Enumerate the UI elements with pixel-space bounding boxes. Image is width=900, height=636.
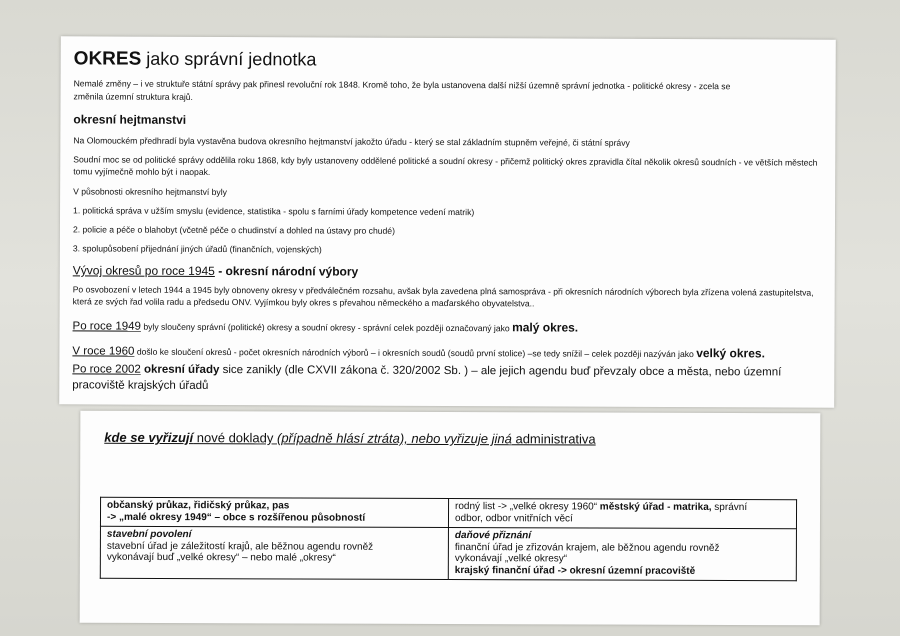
cell-4-line-4: krajský finanční úřad -> okresní územní pracoviště [454,564,696,577]
hejtmanstvi-heading: okresní hejtmanstvi [73,112,187,127]
bottom-heading [104,430,595,447]
cell-3-line-2: stavební úřad je záležitostí krajů, ale běžnou agendu rovněž [106,540,374,553]
cell-4-line-3: vykonávají „velké okresy“ [454,553,568,565]
cell-1-line-1: občanský průkaz, řidičský průkaz, pas [107,499,290,512]
rok-2002-text: sice zanikly (dle CXVII zákona č. 320/2002 Sb. ) – ale jejich agendu buď převzaly obce a města, nebo územní [219,364,782,379]
heading-part-d: administrativa [511,431,596,447]
rok-1949-bold: malý okres. [512,320,579,335]
list-item-3: 3. spolupůsobení přijednání jiných úřadů (finančních, vojenských) [72,243,322,255]
rok-1960-line [72,341,765,362]
cell-2-line-1-a: rodný list -> „velké okresy 1960“ [455,501,600,513]
rok-1949-line [73,316,579,336]
cell-2-line-1 [455,501,790,514]
rok-2002-bold: okresní úřady [140,363,220,377]
vyvoj-heading-underlined: Vývoj okresů po roce 1945 [72,263,215,278]
list-item-2: 2. policie a péče o blahobyt (včetně péče o chudinství a dohled na ústavy pro chudé) [72,224,395,236]
cell-2-line-1-c: správní [711,501,748,514]
cell-2-line-1-b: městský úřad - matrika, [599,501,712,513]
rok-2002-line [72,363,781,378]
cell-1-line-2: -> „malé okresy 1949“ – obce s rozšířenou působností [106,511,366,524]
cell-3-line-3: vykonávají buď „velké okresy“ – nebo malé „okresy“ [106,551,336,564]
bottom-document-sheet [80,411,821,626]
documents-table [100,497,797,581]
cell-2-line-2: odbor, odbor vnitřních věcí [454,512,573,524]
document-title [74,48,317,71]
table-cell-stavebni [100,526,448,579]
soudni-line-1: Soudní moc se od politické správy oddělila roku 1868, kdy byly ustanoveny oddělené politické a soudní okresy - přičemž politický okres zpravidla čítal několik okresů soudních - ve větších městech [73,154,818,168]
hejtmanstvi-line: Na Olomouckém předhradí byla vystavěna budova okresního hejtmanství jakožto úřadu - který se stal základním stupněm veřejné, či státní správy [73,135,630,148]
osvobozeni-line-2: která ze svých řad volila radu a předsedu ONV. Vyjímkou byly okres s převahou německého a maďarského obyvatelstva.. [72,296,535,309]
heading-part-c: (případně hlásí ztráta), nebo vyřizuje jiná [276,430,512,447]
title-rest: jako správní jednotka [141,48,317,70]
cell-4-line-1: daňové přiznání [454,530,532,542]
rok-1960-label: V roce 1960 [72,345,135,358]
table-cell-rodny-list [448,498,796,528]
heading-part-a: kde se vyřizují [104,429,194,446]
osvobozeni-line-1: Po osvobození v letech 1944 a 1945 byly obnoveny okresy v předválečném rozsahu, avšak byla zavedena plná samospráva - při okresních národních výborech byla zřízena volená zastupitelstva, [72,284,814,298]
rok-1949-label: Po roce 1949 [72,320,141,333]
title-bold: OKRES [73,48,142,70]
vyvoj-heading [73,263,359,278]
rok-2002-line-2: pracoviště krajských úřadů [72,379,209,392]
table-row [100,526,796,580]
list-item-1: 1. politická správa v užším smyslu (evidence, statistika - spolu s farními úřady kompetence vedení matrik) [73,205,475,218]
intro-line-1: Nemalé změny – i ve struktuře státní správy pak přinesl revoluční rok 1848. Kromě toho, že byla ustanovena další nižší územně správní jednotka - politické okresy - zcela se [73,78,731,92]
vyvoj-heading-rest: - okresní národní výbory [214,263,359,279]
rok-1960-bold: velký okres. [696,346,765,361]
table-cell-obcansky [100,497,448,527]
top-document-sheet [59,36,836,407]
rok-1949-text: byly sloučeny správní (politické) okresy a soudní okresy - správní celek později označovaný jako [140,321,513,334]
rok-1960-text: došlo ke sloučení okresů - počet okresních národních výborů – i okresních soudů (soudů první stolice) –se tedy snížil – celek později nazýván jako [134,346,697,360]
soudni-line-2: tomu vyjímečně mohlo být i naopak. [73,166,211,177]
heading-part-b: nové doklady [193,430,278,446]
rok-2002-label: Po roce 2002 [72,363,141,376]
table-row [100,497,796,528]
intro-line-2: změnila územní struktura krajů. [73,91,193,102]
cell-3-line-1: stavební povolení [106,528,192,541]
table-cell-danove [448,527,796,580]
pusobnost-line: V působnosti okresního hejtmanství byly [73,186,227,198]
cell-4-line-2: finanční úřad je zřizován krajem, ale běžnou agendu rovněž [454,541,720,554]
